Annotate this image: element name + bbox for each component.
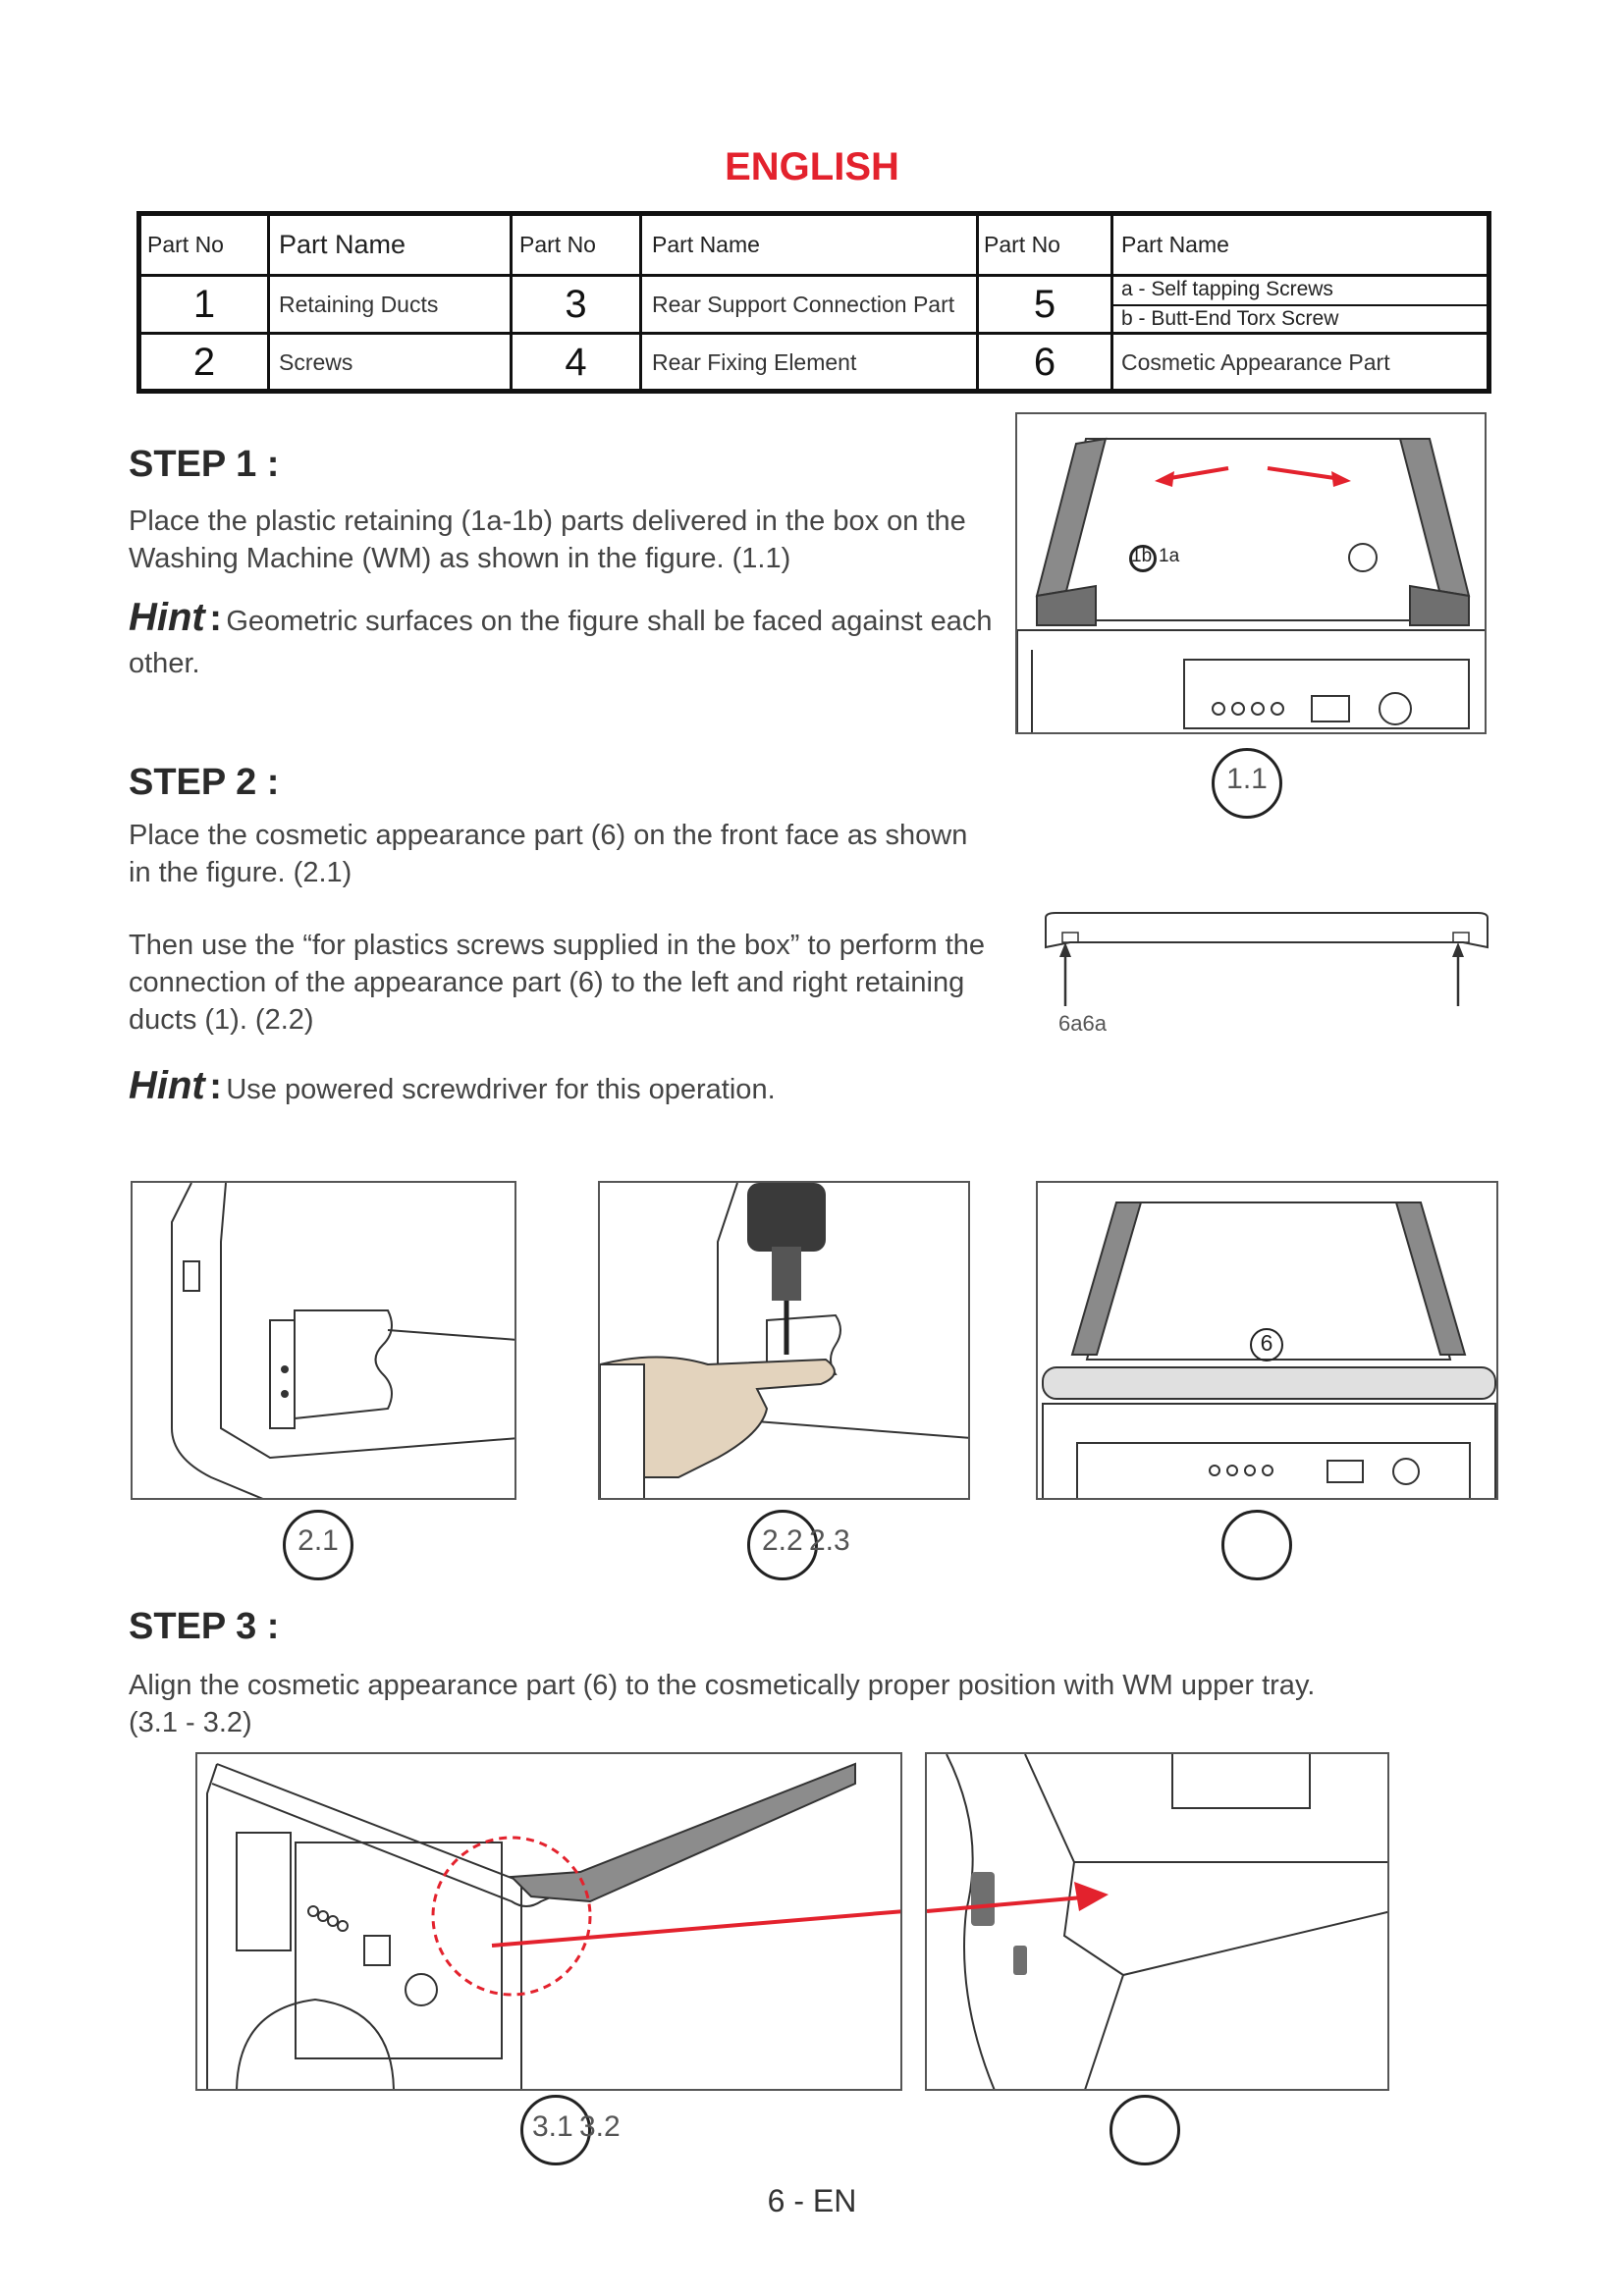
figure-1-1 <box>1015 412 1487 734</box>
washer-corner-illustration <box>197 1754 902 2091</box>
header-part-no: Part No <box>984 232 1060 257</box>
hint-text: Use powered screwdriver for this operation. <box>226 1074 776 1105</box>
part-name: Retaining Ducts <box>279 291 439 317</box>
part-name: Screws <box>279 348 353 375</box>
corner-closeup-illustration <box>927 1754 1389 2091</box>
table-divider <box>267 216 270 389</box>
figure-label-circle <box>1221 1510 1292 1580</box>
part-name: Cosmetic Appearance Part <box>1121 348 1390 375</box>
figure-label: 3.1 <box>532 2110 573 2143</box>
hint-colon: : <box>209 598 222 639</box>
side-panel-illustration <box>133 1183 516 1500</box>
figure-label: 2.1 <box>298 1524 339 1557</box>
page-title: ENGLISH <box>725 145 899 188</box>
part-number: 3 <box>565 282 587 326</box>
part-number: 4 <box>565 340 587 384</box>
header-part-no: Part No <box>147 232 224 257</box>
part-number: 1 <box>192 282 216 326</box>
header-part-name: Part Name <box>1121 232 1229 257</box>
screwdriver-illustration <box>600 1183 970 1500</box>
part-label-6: 6 <box>1260 1330 1273 1356</box>
figure-3-2 <box>925 1752 1389 2091</box>
part-label-1b: 1b <box>1131 546 1153 566</box>
step2-hint <box>129 1063 993 1117</box>
hint-text: Geometric surfaces on the figure shall be faced against each other. <box>129 606 993 679</box>
part-name-a: a - Self tapping Screws <box>1121 278 1333 300</box>
arrow-label: 6a6a <box>1058 1011 1107 1036</box>
step1-hint <box>129 596 993 687</box>
part-number: 2 <box>192 340 216 384</box>
parts-table <box>136 211 1491 394</box>
part-number: 5 <box>1033 282 1056 326</box>
hint-label: Hint <box>129 1064 205 1107</box>
figure-2-1 <box>131 1181 516 1500</box>
part-name: Rear Fixing Element <box>652 348 857 375</box>
header-part-name: Part Name <box>652 232 760 257</box>
step2-title: STEP 2 : <box>129 762 280 803</box>
step3-range: (3.1 - 3.2) <box>129 1707 252 1738</box>
step2-text-1: Place the cosmetic appearance part (6) on the front face as shown in the figure. (2.1) <box>129 820 968 888</box>
cosmetic-part-illustration <box>1041 898 1492 1016</box>
figure-label: 2.2 <box>762 1524 803 1557</box>
table-divider <box>1110 216 1113 389</box>
part-name: Rear Support Connection Part <box>652 291 955 317</box>
part-name-b: b - Butt-End Torx Screw <box>1121 307 1339 330</box>
figure-2-3 <box>1036 1181 1498 1500</box>
step1-text: Place the plastic retaining (1a-1b) parts delivered in the box on the Washing Machine (WM) as shown in the figure. (1.1) <box>129 506 966 574</box>
step2-text-2: Then use the “for plastics screws supplied in the box” to perform the connection of the appearance part (6) to the left and right retaining ducts (1). (2.2) <box>129 930 986 1036</box>
part-label-1a: 1a <box>1159 546 1180 566</box>
step3-title: STEP 3 : <box>129 1606 280 1647</box>
washer-top-illustration <box>1017 414 1487 734</box>
hint-colon: : <box>209 1066 222 1107</box>
page-number: 6 - EN <box>767 2183 857 2218</box>
figure-label: 1.1 <box>1226 763 1268 795</box>
figure-label: 3.2 <box>579 2110 621 2143</box>
step3-text: Align the cosmetic appearance part (6) to the cosmetically proper position with WM upper tray. <box>129 1670 1316 1701</box>
part-number: 6 <box>1033 340 1056 384</box>
hint-label: Hint <box>129 596 205 639</box>
step1-title: STEP 1 : <box>129 444 280 485</box>
header-part-name: Part Name <box>279 230 406 259</box>
figure-3-1 <box>195 1752 902 2091</box>
figure-2-2 <box>598 1181 970 1500</box>
table-divider <box>639 216 642 389</box>
header-part-no: Part No <box>519 232 596 257</box>
figure-label-circle <box>1110 2095 1180 2165</box>
figure-label: 2.3 <box>809 1524 850 1557</box>
